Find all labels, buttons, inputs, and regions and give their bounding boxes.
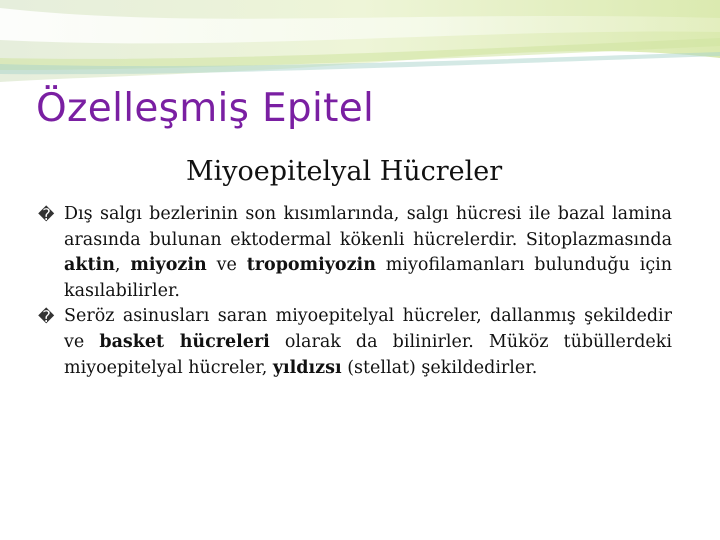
paragraph-text-2 bbox=[64, 304, 672, 381]
bold-term: basket hücreleri bbox=[99, 331, 270, 352]
bullet-paragraph-1 bbox=[38, 202, 672, 304]
bold-term: aktin bbox=[64, 255, 115, 276]
text-run: Seröz asinusları saran miyoepitelyal hücreler, dallanmış şekildedir ve bbox=[64, 306, 672, 352]
bullet-paragraph-2 bbox=[38, 304, 672, 381]
text-run: ve bbox=[206, 255, 247, 276]
paragraph-text-1 bbox=[64, 202, 672, 304]
decorative-header-band bbox=[0, 0, 720, 90]
bold-term: yıldızsı bbox=[272, 357, 342, 378]
slide-body bbox=[38, 202, 672, 381]
slide-title: Özelleşmiş Epitel bbox=[36, 86, 375, 131]
bullet-glyph: � bbox=[38, 307, 55, 327]
bullet-glyph: � bbox=[38, 205, 55, 224]
text-run: miyofilamanları bulunduğu için kasılabilirler. bbox=[64, 255, 672, 301]
text-run: , bbox=[114, 255, 131, 276]
slide-subtitle: Miyoepitelyal Hücreler bbox=[186, 156, 503, 187]
bold-term: tropomiyozin bbox=[246, 255, 376, 276]
text-run: olarak da bilinirler. Müköz tübüllerdeki miyoepitelyal hücreler, bbox=[64, 331, 672, 378]
text-run: (stellat) şekildedirler. bbox=[341, 357, 538, 378]
text-run: Dış salgı bezlerinin son kısımlarında, salgı hücresi ile bazal lamina arasında bulunan ektodermal kökenli hücrelerdir. Sitoplazmasında bbox=[64, 204, 672, 250]
bold-term: miyozin bbox=[130, 255, 207, 276]
